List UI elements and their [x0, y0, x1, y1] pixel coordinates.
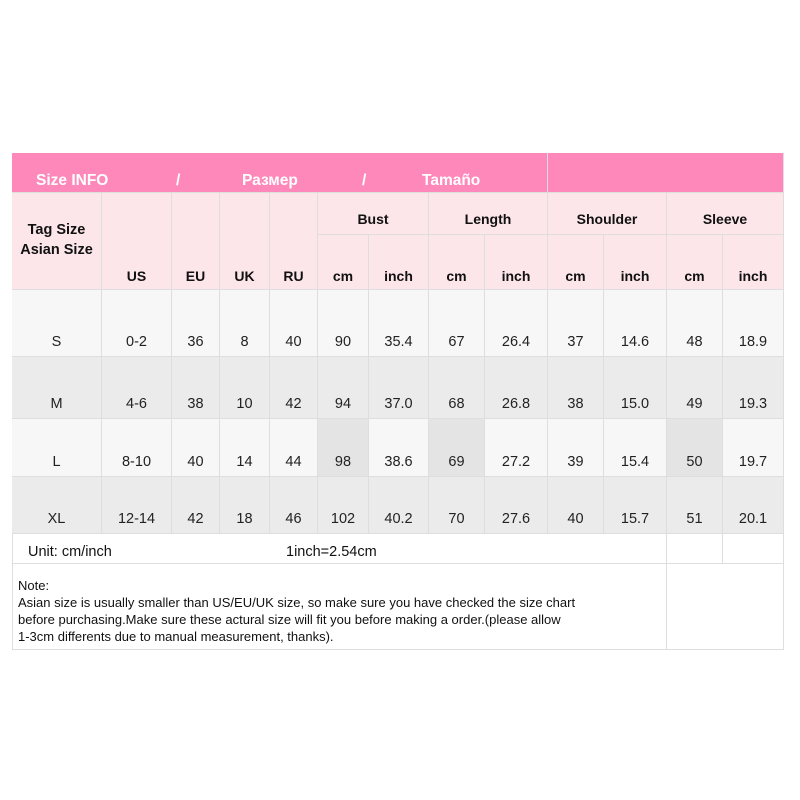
cell-length-cm: 69: [429, 419, 485, 477]
cell-length-inch: 27.6: [485, 477, 548, 534]
cell-sleeve-inch: 20.1: [723, 477, 784, 534]
cell-length-cm: 68: [429, 357, 485, 419]
cell-length-cm: 67: [429, 290, 485, 357]
header-bust-cm: cm: [318, 235, 369, 290]
cell-bust-inch: 37.0: [369, 357, 429, 419]
cell-bust-cm: 98: [318, 419, 369, 477]
header-sleeve-inch: inch: [723, 235, 784, 290]
header-shoulder-cm: cm: [548, 235, 604, 290]
title-tamano: Tamaño: [422, 172, 481, 189]
cell-bust-inch: 40.2: [369, 477, 429, 534]
note-line: 1-3cm differents due to manual measurement, thanks).: [18, 629, 334, 644]
cell-length-inch: 26.8: [485, 357, 548, 419]
cell-us: 8-10: [102, 419, 172, 477]
cell-shoulder-cm: 40: [548, 477, 604, 534]
header-sleeve: Sleeve: [667, 193, 784, 235]
header-eu: EU: [172, 193, 220, 290]
cell-shoulder-cm: 38: [548, 357, 604, 419]
header-length-inch: inch: [485, 235, 548, 290]
cell-shoulder-inch: 15.4: [604, 419, 667, 477]
cell-sleeve-inch: 18.9: [723, 290, 784, 357]
cell-sleeve-inch: 19.7: [723, 419, 784, 477]
cell-length-inch: 26.4: [485, 290, 548, 357]
header-tag-size-line1: Tag Size: [27, 221, 86, 238]
cell-eu: 36: [172, 290, 220, 357]
cell-us: 0-2: [102, 290, 172, 357]
cell-eu: 42: [172, 477, 220, 534]
title-separator: /: [362, 172, 367, 189]
cell-shoulder-inch: 15.7: [604, 477, 667, 534]
cell-us: 12-14: [102, 477, 172, 534]
header-length: Length: [429, 193, 548, 235]
header-shoulder-inch: inch: [604, 235, 667, 290]
cell-uk: 10: [220, 357, 270, 419]
cell-bust-inch: 38.6: [369, 419, 429, 477]
cell-ru: 42: [270, 357, 318, 419]
size-chart: [12, 153, 784, 650]
cell-size: M: [12, 357, 102, 419]
cell-sleeve-cm: 48: [667, 290, 723, 357]
cell-ru: 46: [270, 477, 318, 534]
cell-length-cm: 70: [429, 477, 485, 534]
title-size-info: Size INFO: [36, 172, 109, 189]
cell-sleeve-inch: 19.3: [723, 357, 784, 419]
note-title: Note:: [18, 578, 50, 593]
cell-shoulder-cm: 39: [548, 419, 604, 477]
cell-bust-inch: 35.4: [369, 290, 429, 357]
note-line: before purchasing.Make sure these actural size will fit you before making a order.(please allow: [18, 612, 561, 627]
cell-bust-cm: 94: [318, 357, 369, 419]
note-box-right: [667, 564, 784, 650]
cell-ru: 44: [270, 419, 318, 477]
unit-label: Unit: cm/inch: [28, 544, 112, 560]
cell-uk: 8: [220, 290, 270, 357]
header-sleeve-cm: cm: [667, 235, 723, 290]
conversion-label: 1inch=2.54cm: [286, 544, 377, 560]
cell-eu: 38: [172, 357, 220, 419]
header-bust: Bust: [318, 193, 429, 235]
header-ru: RU: [270, 193, 318, 290]
header-tag-size-line2: Asian Size: [20, 241, 93, 258]
title-separator: /: [176, 172, 181, 189]
cell-bust-cm: 102: [318, 477, 369, 534]
unit-row-blank: [667, 534, 723, 564]
cell-uk: 18: [220, 477, 270, 534]
cell-size: S: [12, 290, 102, 357]
header-tag-size: [12, 193, 102, 290]
cell-ru: 40: [270, 290, 318, 357]
cell-size: XL: [12, 477, 102, 534]
cell-shoulder-inch: 15.0: [604, 357, 667, 419]
cell-length-inch: 27.2: [485, 419, 548, 477]
cell-bust-cm: 90: [318, 290, 369, 357]
cell-sleeve-cm: 51: [667, 477, 723, 534]
cell-shoulder-inch: 14.6: [604, 290, 667, 357]
cell-size: L: [12, 419, 102, 477]
title-razmer: Размер: [242, 172, 298, 189]
cell-sleeve-cm: 49: [667, 357, 723, 419]
header-length-cm: cm: [429, 235, 485, 290]
header-uk: UK: [220, 193, 270, 290]
header-shoulder: Shoulder: [548, 193, 667, 235]
title-bar-right: [548, 153, 784, 193]
note-line: Asian size is usually smaller than US/EU/UK size, so make sure you have checked the size chart: [18, 595, 576, 610]
cell-us: 4-6: [102, 357, 172, 419]
cell-eu: 40: [172, 419, 220, 477]
header-us: US: [102, 193, 172, 290]
cell-shoulder-cm: 37: [548, 290, 604, 357]
unit-row-blank: [723, 534, 784, 564]
header-bust-inch: inch: [369, 235, 429, 290]
cell-uk: 14: [220, 419, 270, 477]
cell-sleeve-cm: 50: [667, 419, 723, 477]
